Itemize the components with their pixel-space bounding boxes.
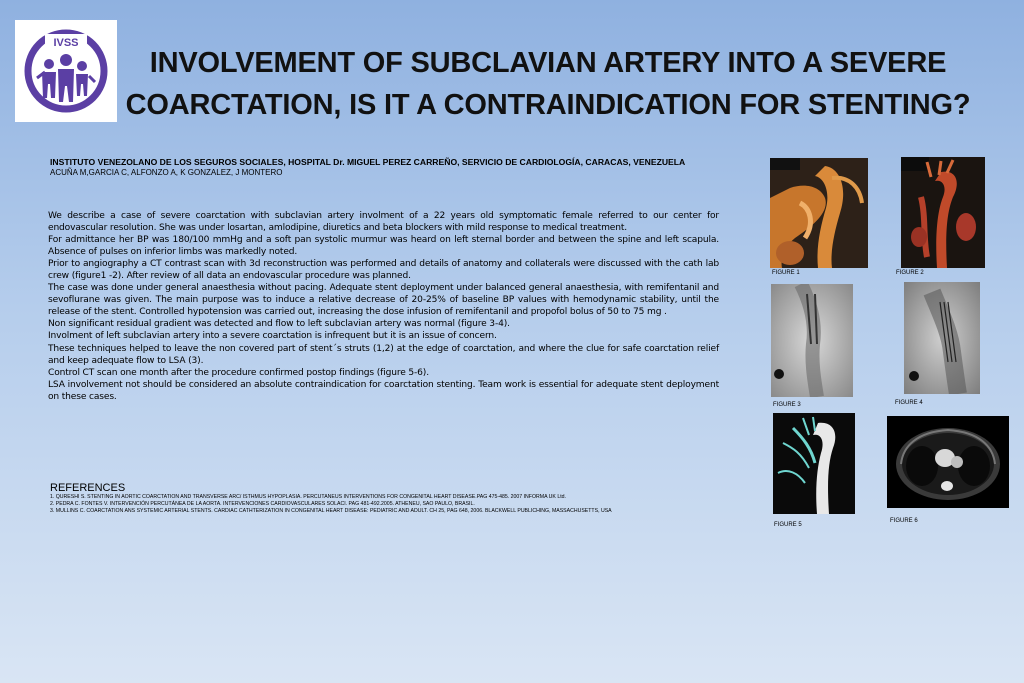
figure-4-image [904,282,980,394]
figure-6-image [887,416,1009,508]
paragraph: Non significant residual gradient was detected and flow to left subclavian artery was normal (figure 3-4). [48,319,510,330]
logo-text: IVSS [53,37,79,49]
figure-5-caption: FIGURE 5 [774,522,802,528]
ivss-logo [15,20,117,122]
paragraph: We describe a case of severe coarctation with subclavian artery involment of a 22 years old symptomatic female referred to our center for endovascular resolution. She was under losartan, amlodipine, diuretics and beta blockers with mild response to medical treatment. [48,211,719,234]
figure-1-image [770,158,868,268]
case-description [48,210,719,403]
paragraph: LSA involvement not should be considered an absolute contraindication for coarctation stenting. Team work is essential for adequate stent deployment on these cases. [48,379,719,402]
paragraph: Control CT scan one month after the procedure confirmed postop findings (figure 5-6). [48,367,429,378]
paragraph: Prior to angiography a CT contrast scan with 3d reconstruction was performed and details of anatomy and collaterals were discussed with the cath lab crew (figure1 -2). After review of all data an endovascular procedure was planned. [48,259,719,282]
reference-item: 2. PEDRA C. FONTES V. INTERVENCIÓN PERCUTÁNEA DE LA AORTA. INTERVENCIONES CARDIOVASCULARES SOLACI. PAG 481-492.2005. ATHENEU, SAO PAULO, BRASIL. [50,501,475,507]
figure-3-image [771,284,853,397]
figure-3-caption: FIGURE 3 [773,402,801,408]
figure-2-caption: FIGURE 2 [896,270,924,276]
paragraph: Involment of left subclavian artery into a severe coarctation is infrequent but it is an issue of concern. [48,331,497,342]
reference-item: 3. MULLINS C. COARCTATION ANS SYSTEMIC ARTERIAL STENTS. CARDIAC CATHTERIZATION IN CONGENITAL HEART DISEASE: PEDIATRIC AND ADULT. CH 25, PAG 648, 2006. BLACKWELL PUBLICHING, MASSACHUSETTS, USA [50,508,612,514]
references-title: REFERENCES [50,482,126,494]
references-list [50,494,612,515]
affiliation: INSTITUTO VENEZOLANO DE LOS SEGUROS SOCIALES, HOSPITAL Dr. MIGUEL PEREZ CARREÑO, SERVICIO DE CARDIOLOGÍA, CARACAS, VENEZUELA [50,157,686,167]
paragraph: These techniques helped to leave the non covered part of stent´s struts (1,2) at the edge of coarctation, and where the clue for safe coarctation relief and keep adequate flow to LSA (3). [48,343,719,366]
ivss-logo-graphic [15,20,117,122]
paragraph: For admittance her BP was 180/100 mmHg and a soft pan systolic murmur was heard on left sternal border and between the spine and left scapula. Absence of pulses on inferior limbs was markedly noted. [48,235,719,258]
figure-6-caption: FIGURE 6 [890,518,918,524]
figure-4-caption: FIGURE 4 [895,400,923,406]
reference-item: 1. QURESHI S. STENTING IN AORTIC COARCTATION AND TRANSVERSE ARC/ ISTHMUS HYPOPLASIA. PERCUTANEUS INTERVENTIONS FOR CONGENITAL HEART DISEASE.PAG 475-485. 2007 INFORMA UK Ltd. [50,494,566,500]
authors: ACUÑA M,GARCIA C, ALFONZO A, K GONZALEZ, J MONTERO [50,168,283,177]
figure-5-image [773,413,855,514]
poster-title [118,42,978,126]
title-line-1: INVOLVEMENT OF SUBCLAVIAN ARTERY INTO A SEVERE [149,47,947,79]
paragraph: The case was done under general anaesthesia without pacing. Adequate stent deployment under balanced general anaesthesia, with remifentanil and sevoflurane was given. The main purpose was to induce a relative decrease of 20-25% of baseline BP values with hemodynamic stability, until the release of the stent. Controlled hypotension was carried out, increasing the dose infusion of remifentanil and propofol bolus of 50 to 75 mg . [48,283,719,318]
figure-2-image [901,157,985,268]
figure-1-caption: FIGURE 1 [772,270,800,276]
title-line-2: COARCTATION, IS IT A CONTRAINDICATION FOR STENTING? [125,89,971,121]
